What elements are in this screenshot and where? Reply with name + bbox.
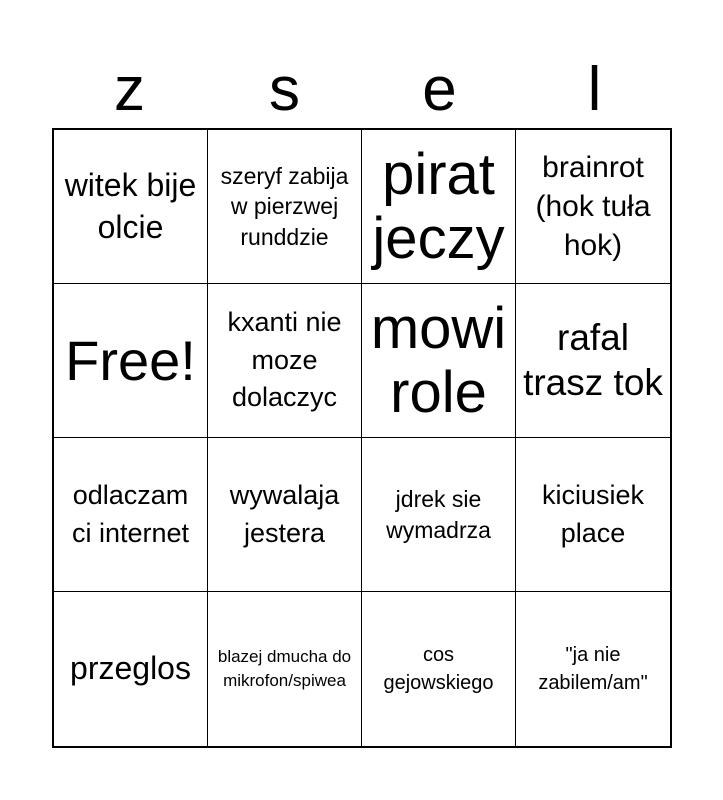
header-letter: z — [114, 55, 145, 124]
cell-text: witek bije olcie — [64, 166, 197, 245]
header-letter: s — [269, 55, 300, 124]
bingo-cell[interactable] — [362, 130, 516, 284]
bingo-cell-free[interactable] — [54, 284, 208, 438]
cell-text: Free! — [65, 328, 196, 392]
bingo-cell[interactable] — [208, 284, 362, 438]
bingo-cell[interactable] — [516, 592, 670, 746]
cell-text: szeryf zabija w pierzwej runddzie — [220, 162, 349, 250]
cell-text: blazej dmucha do mikrofon/spiwea — [217, 647, 352, 690]
cell-text: kiciusiek place — [541, 479, 645, 548]
cell-text: wywalaja jestera — [229, 479, 340, 548]
cell-text: brainrot (hok tuła hok) — [535, 151, 651, 262]
bingo-cell[interactable] — [208, 130, 362, 284]
bingo-cell[interactable] — [208, 438, 362, 592]
bingo-grid — [52, 128, 672, 748]
bingo-header — [52, 52, 672, 128]
cell-text: rafal trasz tok — [523, 317, 663, 403]
bingo-cell[interactable] — [54, 130, 208, 284]
cell-text: przeglos — [70, 650, 191, 687]
bingo-cell[interactable] — [54, 592, 208, 746]
bingo-cell[interactable] — [362, 592, 516, 746]
cell-text: cos gejowskiego — [383, 644, 494, 694]
cell-text: odlaczam ci internet — [71, 479, 190, 548]
bingo-cell[interactable] — [208, 592, 362, 746]
cell-text: "ja nie zabilem/am" — [538, 644, 648, 694]
bingo-cell[interactable] — [516, 438, 670, 592]
bingo-cell[interactable] — [516, 130, 670, 284]
cell-text: mowi role — [370, 295, 507, 425]
bingo-cell[interactable] — [362, 438, 516, 592]
bingo-cell[interactable] — [362, 284, 516, 438]
bingo-cell[interactable] — [516, 284, 670, 438]
header-letter: l — [587, 55, 602, 124]
header-letter: e — [422, 55, 457, 124]
bingo-cell[interactable] — [54, 438, 208, 592]
cell-text: pirat jeczy — [372, 141, 505, 271]
cell-text: jdrek sie wymadrza — [386, 486, 491, 543]
cell-text: kxanti nie moze dolaczyc — [227, 306, 342, 413]
